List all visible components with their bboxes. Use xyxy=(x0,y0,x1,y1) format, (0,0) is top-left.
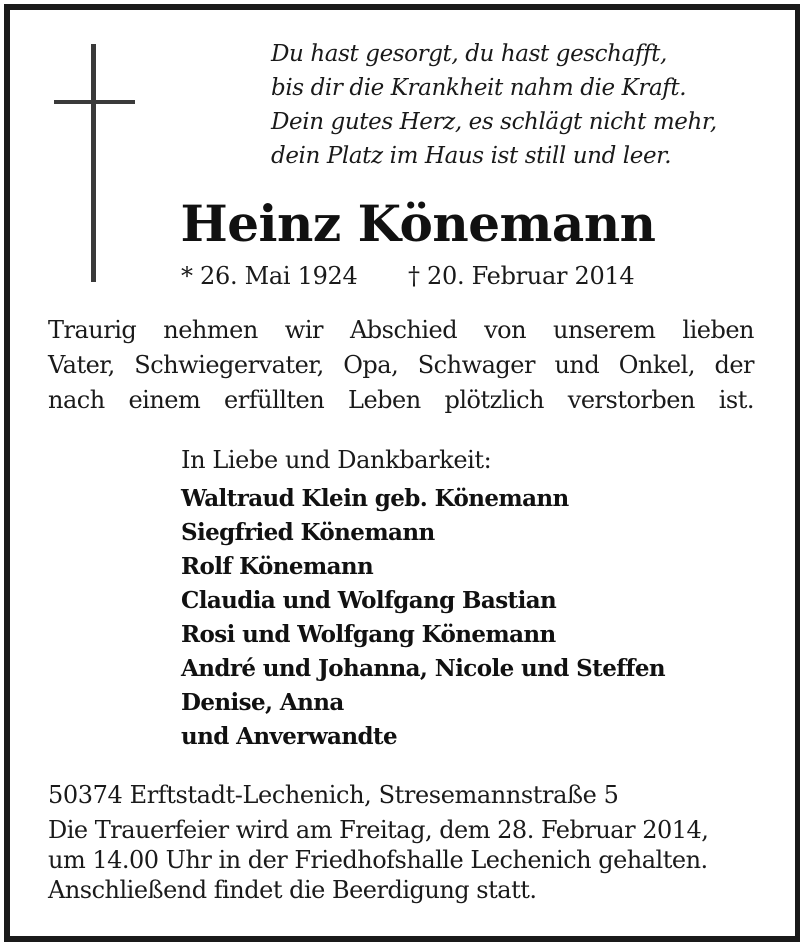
mourner-name: André und Johanna, Nicole und Steffen xyxy=(181,655,665,682)
announcement-line: nach einem erfüllten Leben plötzlich verstorben ist. xyxy=(48,386,754,414)
mourner-name: Waltraud Klein geb. Könemann xyxy=(181,485,569,512)
cross-icon xyxy=(52,44,136,282)
funeral-line: um 14.00 Uhr in der Friedhofshalle Lechenich gehalten. xyxy=(48,846,708,874)
mourner-name: Denise, Anna xyxy=(181,689,344,716)
poem-line: dein Platz im Haus ist still und leer. xyxy=(271,143,672,169)
mourner-name: Siegfried Könemann xyxy=(181,519,435,546)
announcement-line: Vater, Schwiegervater, Opa, Schwager und Onkel, der xyxy=(48,351,754,379)
mourners-list xyxy=(181,482,781,754)
poem-line: Du hast gesorgt, du hast geschafft, xyxy=(271,41,667,67)
mourner-name: und Anverwandte xyxy=(181,723,397,750)
deceased-name: Heinz Könemann xyxy=(180,194,656,253)
cross-vertical-bar xyxy=(91,44,96,282)
memorial-poem xyxy=(271,37,771,173)
mourner-name: Claudia und Wolfgang Bastian xyxy=(181,587,557,614)
poem-line: Dein gutes Herz, es schlägt nicht mehr, xyxy=(271,109,717,135)
poem-line: bis dir die Krankheit nahm die Kraft. xyxy=(271,75,687,101)
mourner-name: Rolf Könemann xyxy=(181,553,374,580)
death-date: † 20. Februar 2014 xyxy=(408,262,635,290)
cross-horizontal-bar xyxy=(54,100,135,104)
announcement-text xyxy=(48,313,754,418)
mourner-name: Rosi und Wolfgang Könemann xyxy=(181,621,556,648)
birth-date: * 26. Mai 1924 xyxy=(181,262,358,290)
funeral-line: Die Trauerfeier wird am Freitag, dem 28. Februar 2014, xyxy=(48,816,709,844)
mourners-intro: In Liebe und Dankbarkeit: xyxy=(181,446,492,474)
announcement-line: Traurig nehmen wir Abschied von unserem lieben xyxy=(48,316,754,344)
funeral-line: Anschließend findet die Beerdigung statt. xyxy=(48,876,537,904)
funeral-details xyxy=(48,815,754,905)
family-address: 50374 Erftstadt-Lechenich, Stresemannstraße 5 xyxy=(48,781,619,809)
